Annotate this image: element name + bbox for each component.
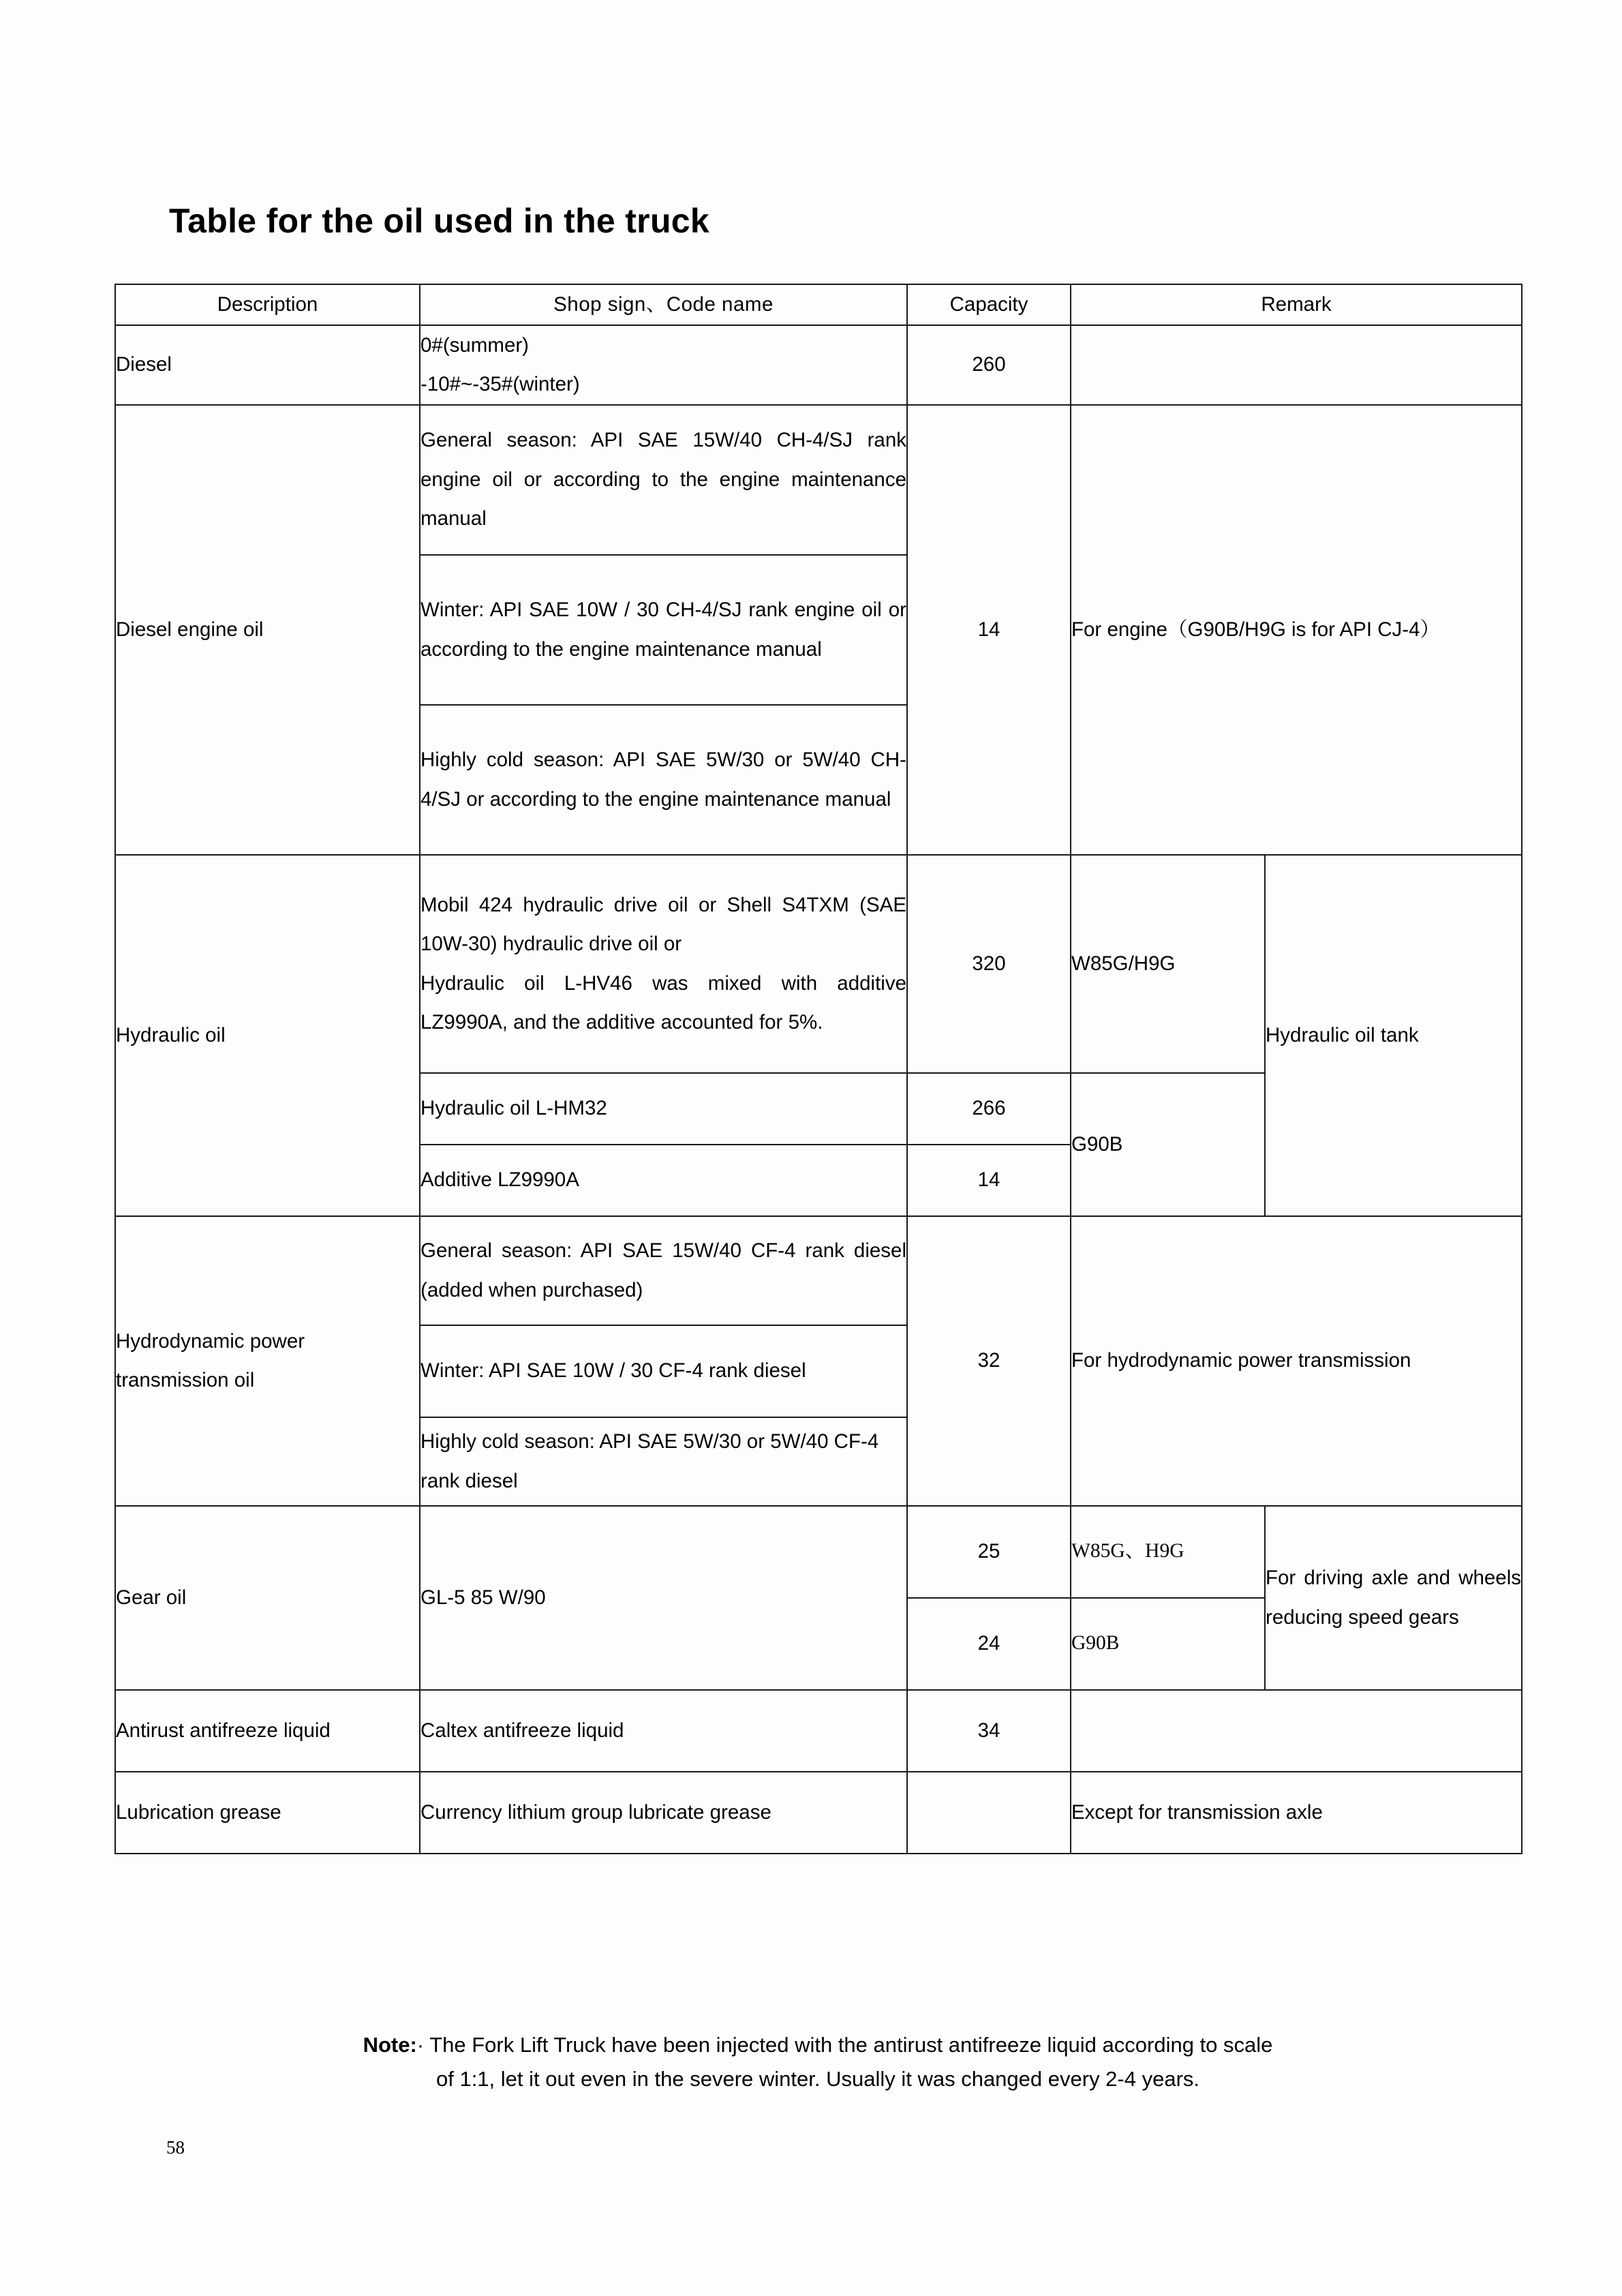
table-row-antirust [115, 1690, 1522, 1772]
note-line-2: of 1:1, let it out even in the severe winter. Usually it was changed every 2-4 years. [435, 2066, 1200, 2091]
cell-description-antirust: Antirust antifreeze liquid [115, 1690, 420, 1772]
footer-note [136, 2028, 1499, 2096]
cell-remark-lubrication-grease: Except for transmission axle [1071, 1772, 1522, 1854]
diesel-summer-grade: 0#(summer) [420, 333, 529, 357]
cell-remark-model-hydraulic-main: W85G/H9G [1071, 855, 1265, 1073]
table-header-row [115, 284, 1522, 325]
note-label: Note: [363, 2033, 417, 2057]
cell-capacity-gear-oil-2: 24 [907, 1598, 1071, 1690]
cell-shop-sign-hydrodynamic-cold: Highly cold season: API SAE 5W/30 or 5W/40 CF-4 rank diesel [420, 1417, 907, 1506]
cell-shop-sign-antirust: Caltex antifreeze liquid [420, 1690, 907, 1772]
cell-remark-diesel-engine-oil: For engine（G90B/H9G is for API CJ-4） [1071, 405, 1522, 855]
cell-capacity-antirust: 34 [907, 1690, 1071, 1772]
table-row-diesel-engine-oil-general [115, 405, 1522, 555]
cell-shop-sign-hydrodynamic-winter: Winter: API SAE 10W / 30 CF-4 rank diesel [420, 1325, 907, 1417]
cell-description-lubrication-grease: Lubrication grease [115, 1772, 420, 1854]
cell-remark-model-gear-oil-2: G90B [1071, 1598, 1265, 1690]
cell-remark-model-gear-oil-1: W85G、H9G [1071, 1506, 1265, 1598]
page-number: 58 [166, 2137, 185, 2158]
hydraulic-oil-option-b: Hydraulic oil L-HV46 was mixed with additive LZ9990A, and the additive accounted for 5%. [420, 971, 906, 1034]
cell-capacity-lubrication-grease [907, 1772, 1071, 1854]
cell-capacity-hydraulic-additive: 14 [907, 1145, 1071, 1216]
column-header-remark: Remark [1071, 284, 1522, 325]
oil-specification-table [114, 284, 1522, 1854]
cell-description-hydraulic-oil: Hydraulic oil [115, 855, 420, 1216]
hydraulic-oil-option-a: Mobil 424 hydraulic drive oil or Shell S4TXM (SAE 10W-30) hydraulic drive oil or [420, 893, 906, 956]
cell-capacity-hydrodynamic: 32 [907, 1216, 1071, 1506]
cell-description-gear-oil: Gear oil [115, 1506, 420, 1690]
column-header-description: Description [115, 284, 420, 325]
cell-description-hydrodynamic: Hydrodynamic power transmission oil [115, 1216, 420, 1506]
note-line-1: The Fork Lift Truck have been injected with the antirust antifreeze liquid according to scale [429, 2033, 1273, 2057]
cell-capacity-diesel-engine-oil: 14 [907, 405, 1071, 855]
cell-shop-sign-hydraulic-hm32: Hydraulic oil L-HM32 [420, 1073, 907, 1145]
cell-shop-sign-engine-cold: Highly cold season: API SAE 5W/30 or 5W/40 CH-4/SJ or according to the engine maintenance manual [420, 705, 907, 855]
column-header-shop-sign: Shop sign、Code name [420, 284, 907, 325]
cell-shop-sign-lubrication-grease: Currency lithium group lubricate grease [420, 1772, 907, 1854]
cell-capacity-diesel: 260 [907, 325, 1071, 405]
cell-shop-sign-hydraulic-additive: Additive LZ9990A [420, 1145, 907, 1216]
cell-remark-gear-oil: For driving axle and wheels reducing speed gears [1265, 1506, 1522, 1690]
diesel-winter-grade: -10#~-35#(winter) [420, 373, 580, 396]
cell-shop-sign-hydraulic-main [420, 855, 907, 1073]
cell-remark-hydraulic-oil-tank: Hydraulic oil tank [1265, 855, 1522, 1216]
cell-capacity-gear-oil-1: 25 [907, 1506, 1071, 1598]
note-bullet: · [416, 2033, 425, 2057]
cell-remark-hydrodynamic: For hydrodynamic power transmission [1071, 1216, 1522, 1506]
cell-description-diesel: Diesel [115, 325, 420, 405]
page-title: Table for the oil used in the truck [169, 202, 709, 240]
table-row-gear-oil-1 [115, 1506, 1522, 1598]
cell-shop-sign-engine-winter: Winter: API SAE 10W / 30 CH-4/SJ rank engine oil or according to the engine maintenance manual [420, 555, 907, 705]
table-row-hydrodynamic-general [115, 1216, 1522, 1325]
cell-shop-sign-diesel [420, 325, 907, 405]
cell-remark-diesel [1071, 325, 1522, 405]
column-header-capacity: Capacity [907, 284, 1071, 325]
cell-shop-sign-gear-oil: GL-5 85 W/90 [420, 1506, 907, 1690]
table-row-diesel [115, 325, 1522, 405]
cell-shop-sign-hydrodynamic-general: General season: API SAE 15W/40 CF-4 rank diesel (added when purchased) [420, 1216, 907, 1325]
cell-shop-sign-engine-general: General season: API SAE 15W/40 CH-4/SJ rank engine oil or according to the engine maintenance manual [420, 405, 907, 555]
cell-remark-antirust [1071, 1690, 1522, 1772]
table-row-hydraulic-oil-main [115, 855, 1522, 1073]
cell-capacity-hydraulic-main: 320 [907, 855, 1071, 1073]
table-row-lubrication-grease [115, 1772, 1522, 1854]
cell-remark-model-hydraulic-g90b: G90B [1071, 1073, 1265, 1216]
cell-capacity-hydraulic-hm32: 266 [907, 1073, 1071, 1145]
cell-description-diesel-engine-oil: Diesel engine oil [115, 405, 420, 855]
